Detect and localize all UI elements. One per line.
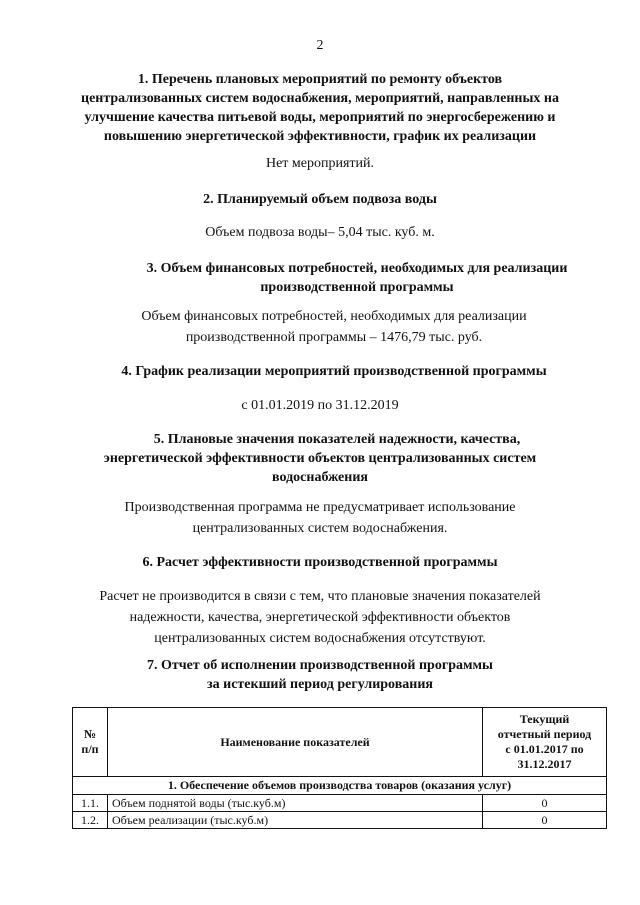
table-header-row xyxy=(73,708,607,777)
section-7-heading-line: за истекший период регулирования xyxy=(207,677,433,692)
header-period xyxy=(483,708,607,777)
section-2-heading: 2. Планируемый объем подвоза воды xyxy=(203,192,437,207)
row-number: 1.2. xyxy=(73,812,108,829)
section-1-heading-line: улучшение качества питьевой воды, мероприятий по энергосбережению и xyxy=(84,110,556,125)
section-1-heading-line: повышению энергетической эффективности, график их реализации xyxy=(103,129,537,144)
section-4-text: с 01.01.2019 по 31.12.2019 xyxy=(241,398,399,413)
section-5-text xyxy=(0,497,640,539)
section-3-heading-line: 3. Объем финансовых потребностей, необходимых для реализации xyxy=(146,261,568,276)
section-6-text-line: централизованных систем водоснабжения отсутствуют. xyxy=(154,631,486,646)
page-number: 2 xyxy=(316,38,324,53)
section-5-heading-line: водоснабжения xyxy=(272,470,368,485)
section-3-text xyxy=(14,306,640,348)
table-section-row xyxy=(73,777,607,795)
section-6-text-line: надежности, качества, энергетической эффективности объектов xyxy=(129,610,511,625)
header-number-abbr: п/п xyxy=(81,742,99,756)
section-1-heading xyxy=(0,70,640,146)
section-7-heading xyxy=(0,656,640,694)
section-5-text-line: Производственная программа не предусматривает использование xyxy=(124,500,516,515)
header-number-symbol: № xyxy=(83,727,97,741)
section-1-heading-line: 1. Перечень плановых мероприятий по ремонту объектов xyxy=(137,72,503,87)
section-3-text-line: Объем финансовых потребностей, необходимых для реализации xyxy=(141,309,527,324)
header-period-line: с 01.01.2017 по xyxy=(505,742,584,756)
row-number: 1.1. xyxy=(73,795,108,812)
row-indicator-name: Объем поднятой воды (тыс.куб.м) xyxy=(108,795,483,812)
header-period-line: отчетный период xyxy=(497,727,592,741)
section-6-heading: 6. Расчет эффективности производственной программы xyxy=(142,555,498,570)
section-1-heading-line: централизованных систем водоснабжения, мероприятий, направленных на xyxy=(81,91,559,106)
table-section-title: 1. Обеспечение объемов производства товаров (оказания услуг) xyxy=(73,777,607,795)
section-6-text-line: Расчет не производится в связи с тем, что плановые значения показателей xyxy=(99,589,541,604)
row-value: 0 xyxy=(483,812,607,829)
row-indicator-name: Объем реализации (тыс.куб.м) xyxy=(108,812,483,829)
header-period-line: Текущий xyxy=(519,712,570,726)
section-5-heading-line: энергетической эффективности объектов централизованных систем xyxy=(103,451,537,466)
section-3-heading xyxy=(37,259,640,297)
table-row xyxy=(73,812,607,829)
report-table xyxy=(72,707,607,829)
header-period-line: 31.12.2017 xyxy=(517,757,572,771)
section-6-text xyxy=(0,586,640,649)
header-number xyxy=(73,708,108,777)
table-row xyxy=(73,795,607,812)
section-5-heading-line: 5. Плановые значения показателей надежности, качества, xyxy=(153,432,521,447)
section-4-heading: 4. График реализации мероприятий производственной программы xyxy=(121,364,547,379)
section-3-text-line: производственной программы – 1476,79 тыс. руб. xyxy=(185,330,483,345)
section-1-text: Нет мероприятий. xyxy=(265,156,375,171)
row-value: 0 xyxy=(483,795,607,812)
section-3-heading-line: производственной программы xyxy=(260,280,454,295)
section-5-heading xyxy=(0,430,640,487)
header-indicator-name: Наименование показателей xyxy=(108,708,483,777)
section-2-text: Объем подвоза воды– 5,04 тыс. куб. м. xyxy=(205,225,435,240)
section-5-text-line: централизованных систем водоснабжения. xyxy=(192,521,448,536)
section-7-heading-line: 7. Отчет об исполнении производственной программы xyxy=(146,658,493,673)
